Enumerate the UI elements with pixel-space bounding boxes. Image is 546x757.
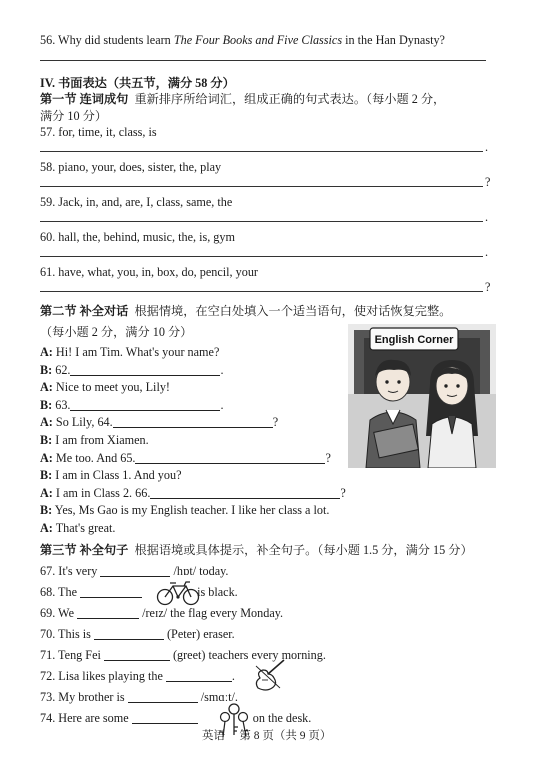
dialog-line [40,345,219,360]
dialog-line [40,468,182,483]
dialog-text: I am from Xiamen. [55,433,149,447]
dialog-text: 63. [55,397,71,412]
section-3-desc: 根据语境或具体提示，补全句子。（每小题 1.5 分，满分 15 分） [134,543,473,557]
q56-pre: 56. Why did students learn [40,33,174,47]
footer-page-number: 第 8 页（共 9 页） [239,730,332,742]
dialog-text: Me too. And 65. [55,450,136,465]
dialog-text: Yes, Ms Gao is my English teacher. I like her class a lot. [54,503,330,518]
dialog-line [40,363,224,378]
section-1-desc: 重新排序所给词汇，组成正确的句式表达。（每小题 2 分， [134,92,446,106]
question-60: 60. hall, the, behind, music, the, is, gym [40,230,235,244]
dialog-line [40,521,115,536]
section-1-title: 第一节 连词成句 [40,92,129,106]
section-3-heading [40,543,473,558]
answer-line-61[interactable] [40,291,483,292]
question-text-end: (Peter) eraser. [163,627,235,641]
answer-blank[interactable] [128,690,198,703]
section-2-title: 第二节 补全对话 [40,304,129,318]
question-text-end: on the desk. [249,711,312,725]
question-text: 74. Here are some [40,711,132,725]
dialog-text: 62. [55,362,71,377]
dialog-text: I am in Class 2. 66. [55,485,151,500]
question-text-end: (greet) teachers every morning. [169,648,326,662]
section-2-score: （每小题 2 分，满分 10 分） [40,325,193,339]
answer-blank[interactable] [100,564,170,577]
dialog-end-punctuation: ? [272,415,279,430]
dialog-blank[interactable] [113,415,273,428]
question-text: 69. We [40,606,78,620]
answer-blank[interactable] [104,648,170,661]
question-72 [40,669,235,684]
question-text-end: /hɒt/ today. [170,564,229,578]
dialog-line [40,415,278,430]
english-corner-illustration [348,324,496,468]
dialog-line [40,398,224,413]
answer-line-60[interactable] [40,256,483,257]
answer-blank[interactable] [94,627,164,640]
dialog-line [40,486,346,501]
q56-book-title: The Four Books and Five Classics [173,33,343,47]
english-corner-sign: English Corner [374,334,454,346]
answer-blank[interactable] [80,585,142,598]
end-punctuation-61: ? [485,280,491,294]
section-2-desc: 根据情境，在空白处填入一个适当语句，使对话恢复完整。 [134,304,452,318]
section-1-score: 满分 10 分） [40,109,108,123]
end-punctuation-57: . [485,140,489,154]
question-text: 70. This is [40,627,94,641]
dialog-text: Hi! I am Tim. What's your name? [55,345,220,359]
speaker-label: B: [40,503,53,518]
question-74 [40,711,311,726]
question-69 [40,606,283,621]
question-70 [40,627,235,642]
question-text: 71. Teng Fei [40,648,104,662]
question-58: 58. piano, your, does, sister, the, play [40,160,222,174]
speaker-label: B: [40,397,53,412]
speaker-label: B: [40,433,53,447]
question-68 [40,585,238,600]
dialog-text: I am in Class 1. And you? [55,468,182,483]
dialog-text: So Lily, 64. [55,415,113,430]
end-punctuation-59: . [485,210,489,224]
speaker-label: A: [40,485,53,500]
answer-line-57[interactable] [40,151,483,152]
question-61: 61. have, what, you, in, box, do, pencil, your [40,265,258,279]
section-1-heading [40,92,445,107]
part-4-title: IV. 书面表达（共五节，满分 58 分） [40,76,235,90]
section-2-heading [40,304,451,319]
speaker-label: A: [40,380,53,395]
speaker-label: B: [40,362,53,377]
speaker-label: A: [40,450,53,465]
dialog-line [40,433,149,448]
speaker-label: A: [40,521,53,535]
violin-icon [252,658,288,692]
speaker-label: A: [40,345,53,359]
dialog-blank[interactable] [70,363,220,376]
question-56 [40,33,445,48]
question-text-end: . [231,669,235,683]
question-text: 72. Lisa likes playing the [40,669,166,683]
footer-subject: 英语 [202,730,225,742]
answer-line-59[interactable] [40,221,483,222]
answer-line-58[interactable] [40,186,483,187]
question-67 [40,564,228,579]
dialog-line [40,380,170,395]
section-3-title: 第三节 补全句子 [40,543,129,557]
speaker-label: A: [40,415,53,430]
end-punctuation-60: . [485,245,489,259]
dialog-end-punctuation: . [220,362,224,377]
dialog-blank[interactable] [135,451,325,464]
answer-blank[interactable] [77,606,139,619]
footer [202,729,331,743]
question-text-end: /reɪz/ the flag every Monday. [139,606,284,620]
question-57: 57. for, time, it, class, is [40,125,157,139]
dialog-line [40,503,329,518]
dialog-end-punctuation: . [220,397,224,412]
question-text: 67. It's very [40,564,101,578]
bike-icon [156,580,200,606]
dialog-blank[interactable] [70,398,220,411]
dialog-line [40,451,331,466]
question-59: 59. Jack, in, and, are, I, class, same, the [40,195,233,209]
question-text: 68. The [40,585,81,599]
q56-post: in the Han Dynasty? [342,33,445,47]
answer-blank[interactable] [132,711,198,724]
dialog-blank[interactable] [150,486,340,499]
dialog-end-punctuation: ? [340,485,346,500]
question-text-end: is black. [194,585,238,599]
answer-line-56[interactable] [40,60,486,61]
question-text: 73. My brother is [40,690,128,704]
answer-blank[interactable] [166,669,232,682]
dialog-text: That's great. [55,521,116,535]
question-text-end: /smɑːt/. [197,690,238,704]
end-punctuation-58: ? [485,175,491,189]
dialog-text: Nice to meet you, Lily! [55,380,170,395]
question-73 [40,690,238,705]
dialog-end-punctuation: ? [325,450,331,465]
speaker-label: B: [40,468,53,483]
